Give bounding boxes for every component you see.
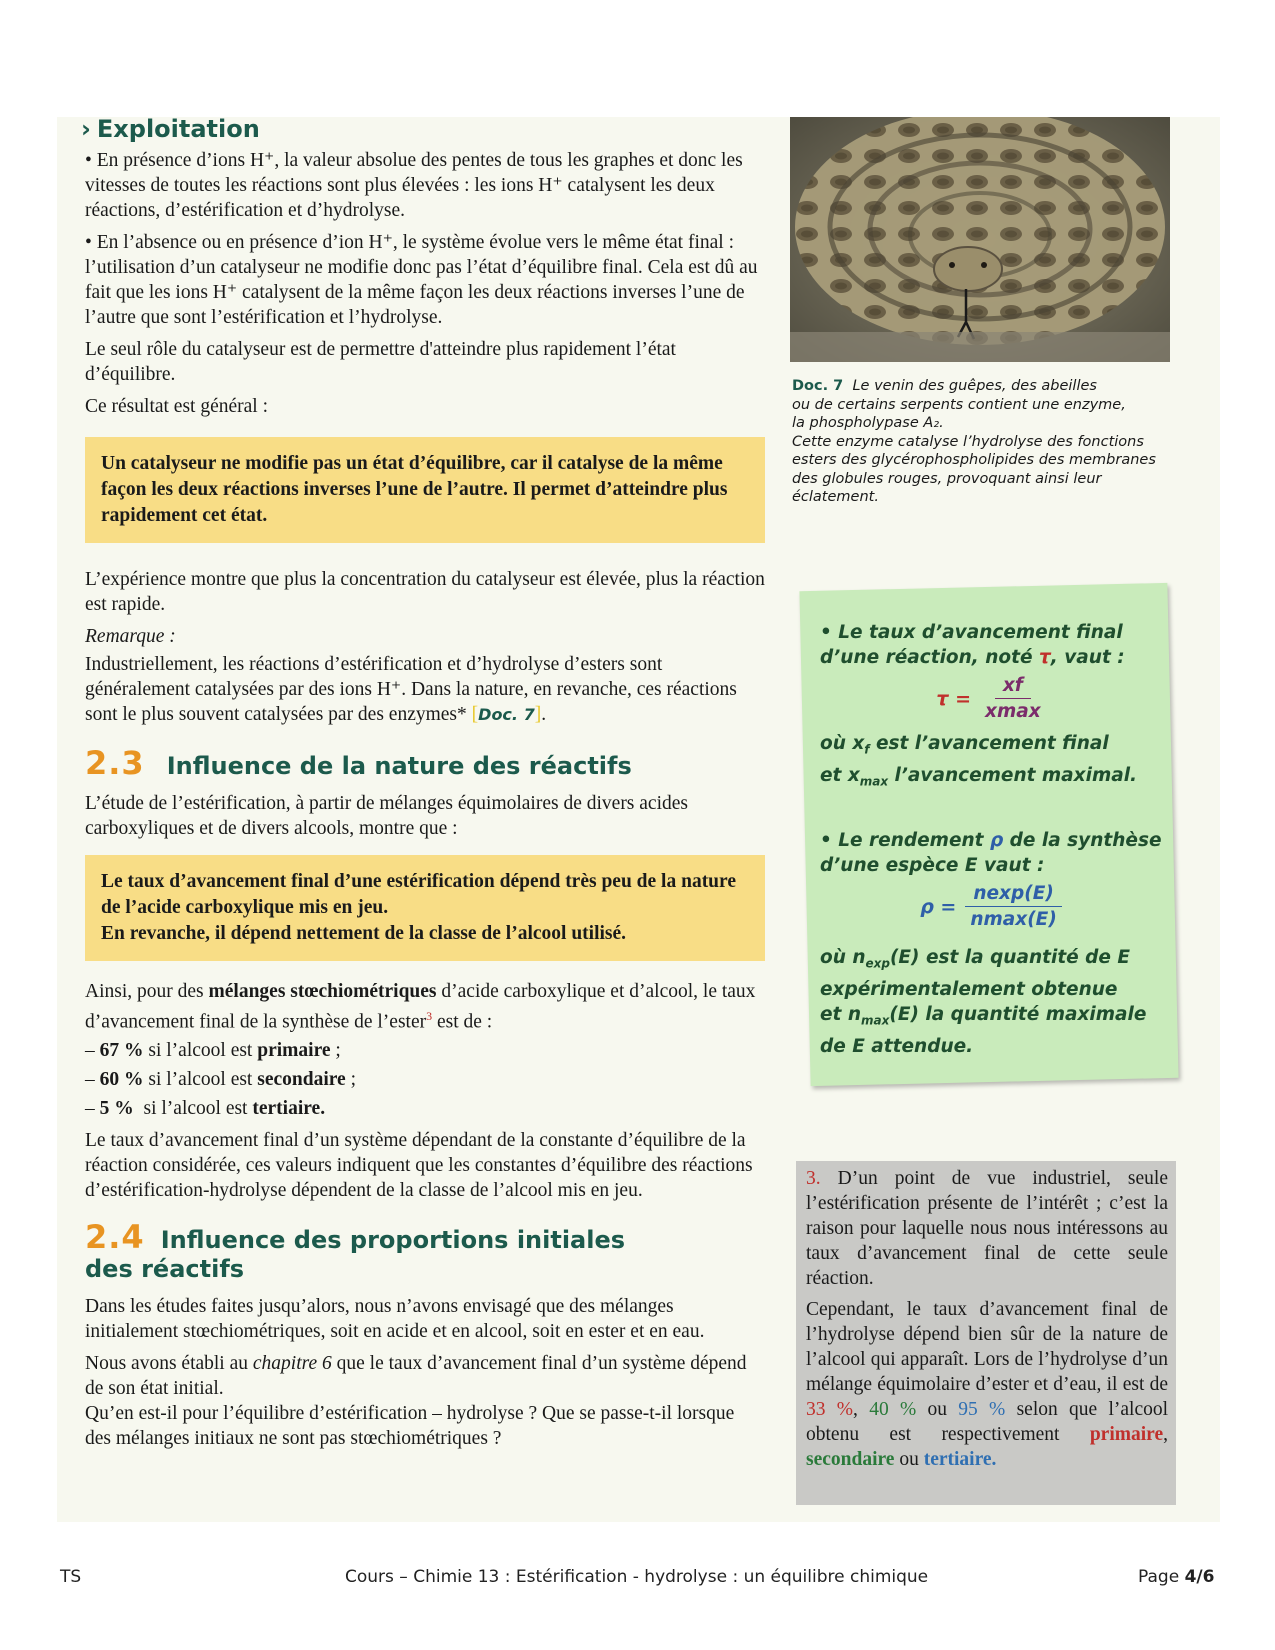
exploitation-bullet-2: • En l’absence ou en présence d’ion H⁺, le système évolue vers le même état final : l’utilisation d’un catalyseur ne modifie donc pas l’état d’équilibre final. Cela est dû au fait que les ions H⁺ catalysent de la même façon les deux réactions inverses l’une de l’autre que sont l’estérification et l’hydrolyse. — [85, 232, 758, 328]
section-title: Influence de la nature des réactifs — [166, 752, 632, 780]
tau-explanation-2: et $x_{max}$ l’avancement maximal. — [820, 764, 1138, 789]
catalyst-key-text: Un catalyseur ne modifie pas un état d’équilibre, car il catalyse de la même façon les deux réactions inverses l’une de l’autre. Il permet d’atteindre plus rapidement cet état. — [101, 453, 728, 526]
section-2-3-heading — [85, 744, 765, 782]
exploitation-bullet-1: • En présence d’ions H⁺, la valeur absolue des pentes de tous les graphes et donc les vitesses de toutes les réactions sont plus élevées : les ions H⁺ catalysent les deux réactions, d’estérification et d’hydrolyse. — [85, 150, 743, 221]
section-2-4-p3: Qu’en est-il pour l’équilibre d’estérification – hydrolyse ? Que se passe-t-il lorsque des mélanges initiaux ne sont pas stœchiométriques ? — [85, 1402, 735, 1449]
main-column — [81, 115, 765, 1458]
section-2-3-intro: L’étude de l’estérification, à partir de mélanges équimolaires de divers acides carboxyliques et de divers alcools, montre que : — [85, 793, 688, 839]
remarque-text: Industriellement, les réactions d’estérification et d’hydrolyse d’esters sont généralement catalysées par des ions H⁺. Dans la nature, en revanche, ces réactions sont le plus souvent catalysées par des enzymes* [Doc. 7]. — [85, 654, 737, 725]
tau-definition: • Le taux d’avancement final d’une réaction, noté τ, vaut : — [820, 622, 1125, 668]
catalyst-key-box — [85, 437, 765, 543]
doc-7-reference[interactable]: Doc. 7 — [478, 705, 535, 724]
catalyst-role: Le seul rôle du catalyseur est de permettre d'atteindre plus rapidement l’état d’équilibre. — [85, 339, 676, 385]
snake-illustration — [790, 117, 1170, 362]
formula-numerator: nexp(E) — [965, 882, 1061, 907]
section-2-4-heading — [85, 1217, 765, 1283]
ainsi-paragraph: Ainsi, pour des mélanges stœchiométriques d’acide carboxylique et d’alcool, le taux d’avancement final de la synthèse de l’ester$^3$ est de : — [85, 981, 756, 1033]
doc-ref-bracket-open: [ — [471, 704, 479, 725]
footnote-3 — [806, 1166, 1168, 1478]
footnote-3-p2: Cependant, le taux d’avancement final de l’hydrolyse dépend bien sûr de la nature de l’alcool qui apparaît. Lors de l’hydrolyse d’un mélange équimolaire d’ester et d’eau, il est de 33 %, 40 % ou 95 % selon que l’alcool obtenu est respectivement primaire, secondaire ou tertiaire. — [806, 1299, 1169, 1470]
tau-explanation-1: où $x_f$ est l’avancement final — [820, 733, 1109, 757]
section-title-line-2: des réactifs — [85, 1254, 245, 1283]
experience-text: L’expérience montre que plus la concentration du catalyseur est élevée, plus la réaction est rapide. — [85, 569, 765, 615]
list-item: – 5 % si l’alcool est tertiaire. — [85, 1097, 326, 1119]
formula-denominator: xmax — [985, 701, 1041, 722]
list-item: – 67 % si l’alcool est primaire ; — [85, 1039, 341, 1061]
section-number: 2.4 — [85, 1217, 145, 1256]
footnote-3-p1: 3. D’un point de vue industriel, seule l’estérification présente de l’intérêt ; c’est la raison pour laquelle nous nous intéressons au taux d’avancement final de cette seule réaction. — [806, 1168, 1168, 1289]
exploitation-heading: › Exploitation — [81, 115, 260, 143]
general-result: Ce résultat est général : — [85, 396, 269, 417]
rho-definition: • Le rendement ρ de la synthèse d’une espèce E vaut : — [820, 830, 1162, 877]
footer-page-number: Page 4/6 — [1138, 1567, 1215, 1587]
section-number: 2.3 — [85, 744, 145, 782]
section-2-3-conclusion: Le taux d’avancement final d’un système dépendant de la constante d’équilibre de la réaction considérée, ces valeurs indiquent que les constantes d’équilibre des réactions d’estérification-hydrolyse dépendent de la classe de l’alcool mis en jeu. — [85, 1129, 753, 1201]
formula-denominator: nmax(E) — [970, 909, 1057, 931]
chevron-right-icon: › — [81, 115, 91, 143]
rattlesnake-photo — [790, 117, 1170, 362]
section-2-4-p1: Dans les études faites jusqu’alors, nous n’avons envisagé que des mélanges initialement stœchiométriques, soit en acide et en alcool, soit en ester et en eau. — [85, 1295, 705, 1342]
section-2-4-p2: Nous avons établi au chapitre 6 que le taux d’avancement final d’un système dépend de son état initial. — [85, 1352, 747, 1399]
doc-7-caption: Doc. 7 Le venin des guêpes, des abeilles ou de certains serpents contient une enzyme, la phospholypase A₂. Cette enzyme catalyse l’hydrolyse des fonctions esters des glycérophospholipides des membranes des globules rouges, provoquant ainsi leur éclatement. — [792, 378, 1156, 505]
rho-explanation-1: où $n_{exp}(E)$ est la quantité de E expérimentalement obtenue — [820, 947, 1131, 1001]
rho-explanation-2: et $n_{max}(E)$ la quantité maximale de E attendue. — [820, 1004, 1147, 1057]
box-line-1: Le taux d’avancement final d’une estérification dépend très peu de la nature de l’acide carboxylique mis en jeu. — [101, 871, 736, 918]
list-item: – 60 % si l’alcool est secondaire ; — [85, 1068, 356, 1090]
doc-ref-bracket-close: ] — [534, 704, 542, 725]
section-title-line-1: Influence des proportions initiales — [160, 1225, 626, 1254]
footer-title: Cours – Chimie 13 : Estérification - hydrolyse : un équilibre chimique — [345, 1567, 929, 1587]
remarque-label: Remarque : — [85, 626, 176, 647]
footer-left: TS — [60, 1567, 82, 1587]
tau-formula: τ = $\frac{xf}{xmax}$ — [820, 674, 1165, 725]
box-line-2: En revanche, il dépend nettement de la classe de l’alcool utilisé. — [101, 923, 627, 944]
rho-formula: ρ = $\frac{nexp(E)}{nmax(E)}$ — [820, 882, 1165, 933]
alcohol-class-box — [85, 855, 765, 961]
doc-7-label: Doc. 7 — [792, 378, 844, 394]
definitions-note — [820, 620, 1165, 1059]
footnote-3-marker[interactable]: 3 — [426, 1009, 433, 1023]
formula-numerator: xf — [995, 674, 1031, 699]
